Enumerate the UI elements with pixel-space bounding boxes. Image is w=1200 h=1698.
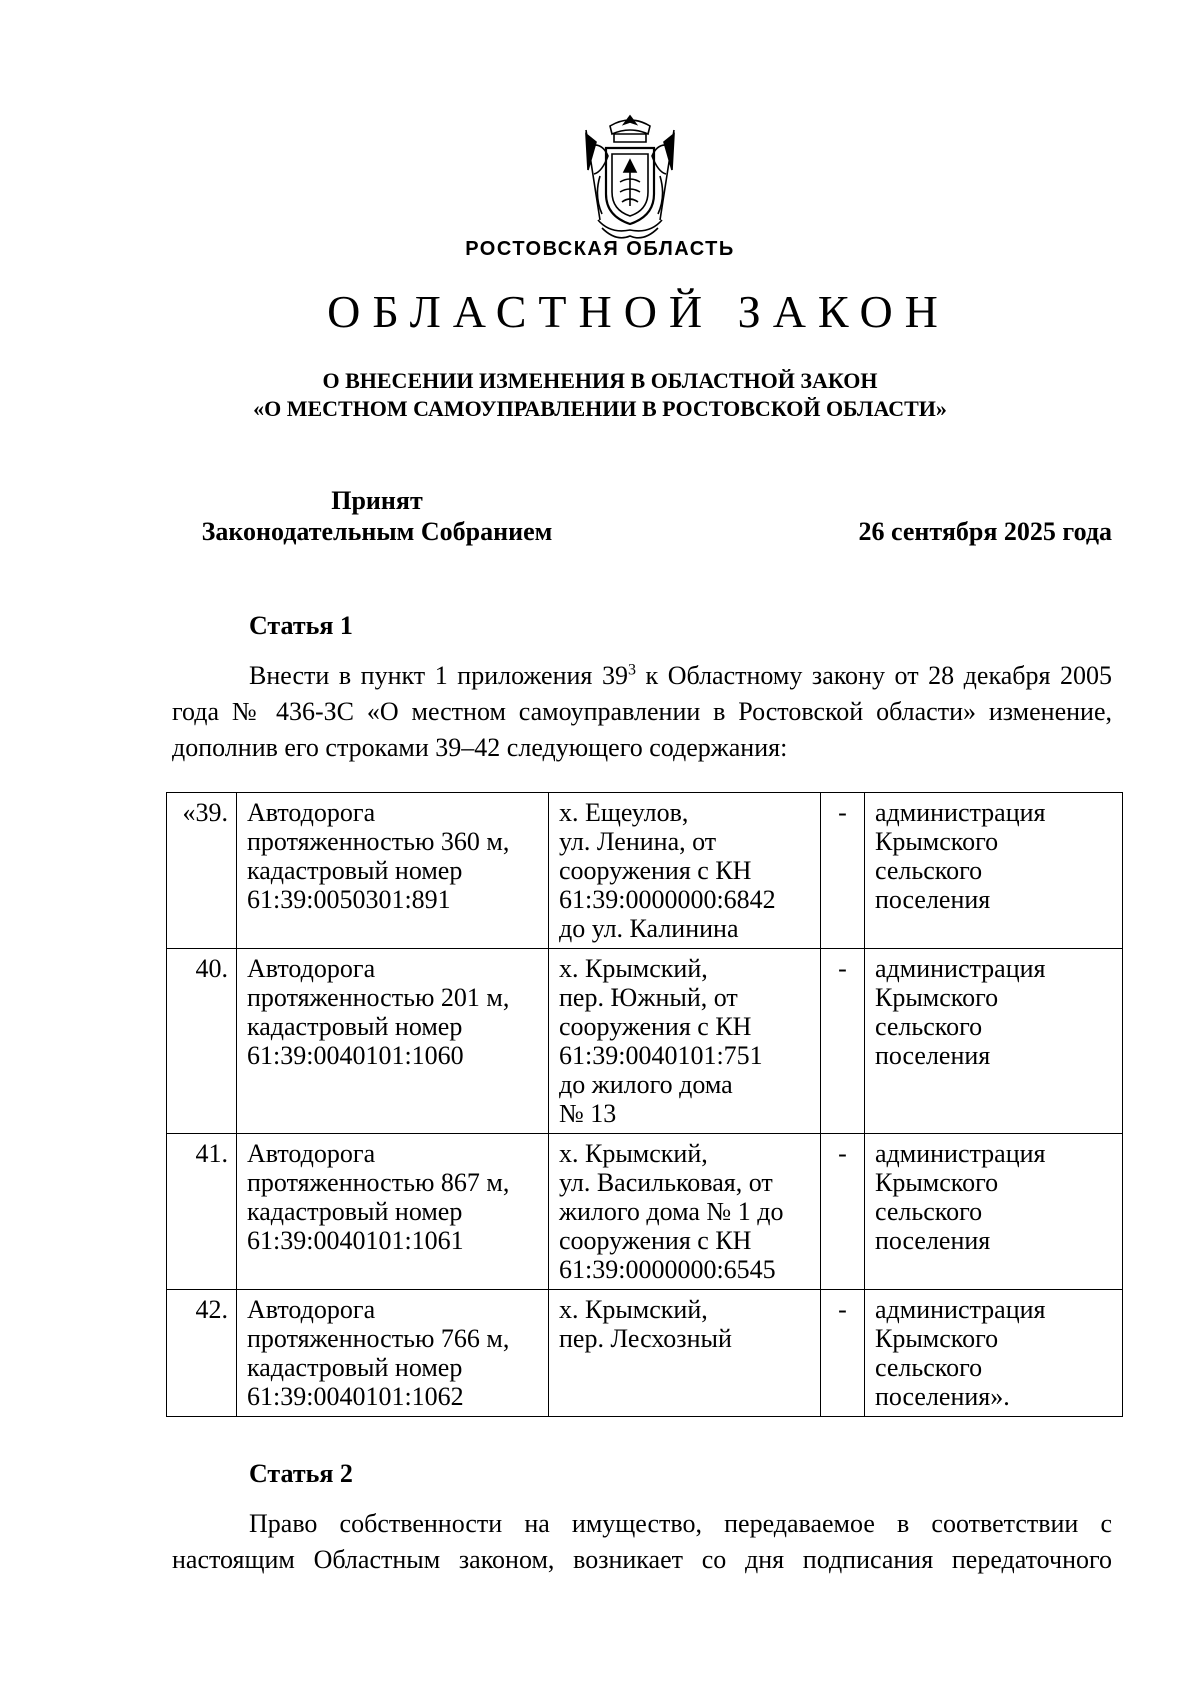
row-dash: - bbox=[821, 949, 865, 1134]
region-name: РОСТОВСКАЯ ОБЛАСТЬ bbox=[465, 238, 735, 260]
table-row bbox=[167, 1290, 1123, 1417]
adoption-date: 26 сентября 2025 года bbox=[858, 517, 1112, 546]
row-location: х. Ещеулов, ул. Ленина, от сооружения с КН 61:39:0000000:6842 до ул. Калинина bbox=[549, 793, 821, 949]
row-object: Автодорога протяженностью 360 м, кадастровый номер 61:39:0050301:891 bbox=[237, 793, 549, 949]
row-recipient: администрация Крымского сельского поселения bbox=[865, 949, 1123, 1134]
article-1-text bbox=[172, 658, 1112, 766]
law-subject bbox=[0, 367, 1200, 423]
coat-of-arms-icon bbox=[580, 112, 680, 244]
row-location: х. Крымский, пер. Лесхозный bbox=[549, 1290, 821, 1417]
row-object: Автодорога протяженностью 867 м, кадастровый номер 61:39:0040101:1061 bbox=[237, 1134, 549, 1290]
row-location: х. Крымский, ул. Васильковая, от жилого дома № 1 до сооружения с КН 61:39:0000000:6545 bbox=[549, 1134, 821, 1290]
article-1-text-start: Внести в пункт 1 приложения 39 bbox=[249, 661, 628, 690]
article-1-superscript: 3 bbox=[627, 661, 636, 679]
row-number: «39. bbox=[167, 793, 237, 949]
article-2-text: Право собственности на имущество, передаваемое в соответствии с настоящим Областным законом, возникает со дня подписания передаточного bbox=[172, 1509, 1112, 1574]
table-row bbox=[167, 793, 1123, 949]
row-number: 40. bbox=[167, 949, 237, 1134]
law-subject-line2: «О МЕСТНОМ САМОУПРАВЛЕНИИ В РОСТОВСКОЙ ОБЛАСТИ» bbox=[253, 396, 947, 421]
law-subject-line1: О ВНЕСЕНИИ ИЗМЕНЕНИЯ В ОБЛАСТНОЙ ЗАКОН bbox=[322, 368, 878, 393]
row-dash: - bbox=[821, 1134, 865, 1290]
adoption-line1: Принят bbox=[331, 486, 423, 515]
table-row bbox=[167, 949, 1123, 1134]
row-dash: - bbox=[821, 793, 865, 949]
row-recipient: администрация Крымского сельского поселения bbox=[865, 1134, 1123, 1290]
article-1-heading: Статья 1 bbox=[249, 611, 353, 640]
article-1-text-end: к Областному закону от 28 декабря 2005 года № 436-ЗС «О местном самоуправлении в Ростовской области» изменение, дополнив его строками 39–42 следующего содержания: bbox=[172, 661, 1112, 762]
row-recipient: администрация Крымского сельского поселения bbox=[865, 793, 1123, 949]
row-dash: - bbox=[821, 1290, 865, 1417]
article-2-heading: Статья 2 bbox=[249, 1459, 353, 1488]
roads-table bbox=[166, 792, 1123, 1417]
row-recipient: администрация Крымского сельского поселения». bbox=[865, 1290, 1123, 1417]
row-number: 42. bbox=[167, 1290, 237, 1417]
table-row bbox=[167, 1134, 1123, 1290]
law-type-title: ОБЛАСТНОЙ ЗАКОН bbox=[327, 286, 950, 337]
row-object: Автодорога протяженностью 766 м, кадастровый номер 61:39:0040101:1062 bbox=[237, 1290, 549, 1417]
row-number: 41. bbox=[167, 1134, 237, 1290]
adoption-line2: Законодательным Собранием bbox=[201, 517, 553, 546]
adoption-label bbox=[172, 485, 582, 547]
row-object: Автодорога протяженностью 201 м, кадастровый номер 61:39:0040101:1060 bbox=[237, 949, 549, 1134]
row-location: х. Крымский, пер. Южный, от сооружения с КН 61:39:0040101:751 до жилого дома № 13 bbox=[549, 949, 821, 1134]
